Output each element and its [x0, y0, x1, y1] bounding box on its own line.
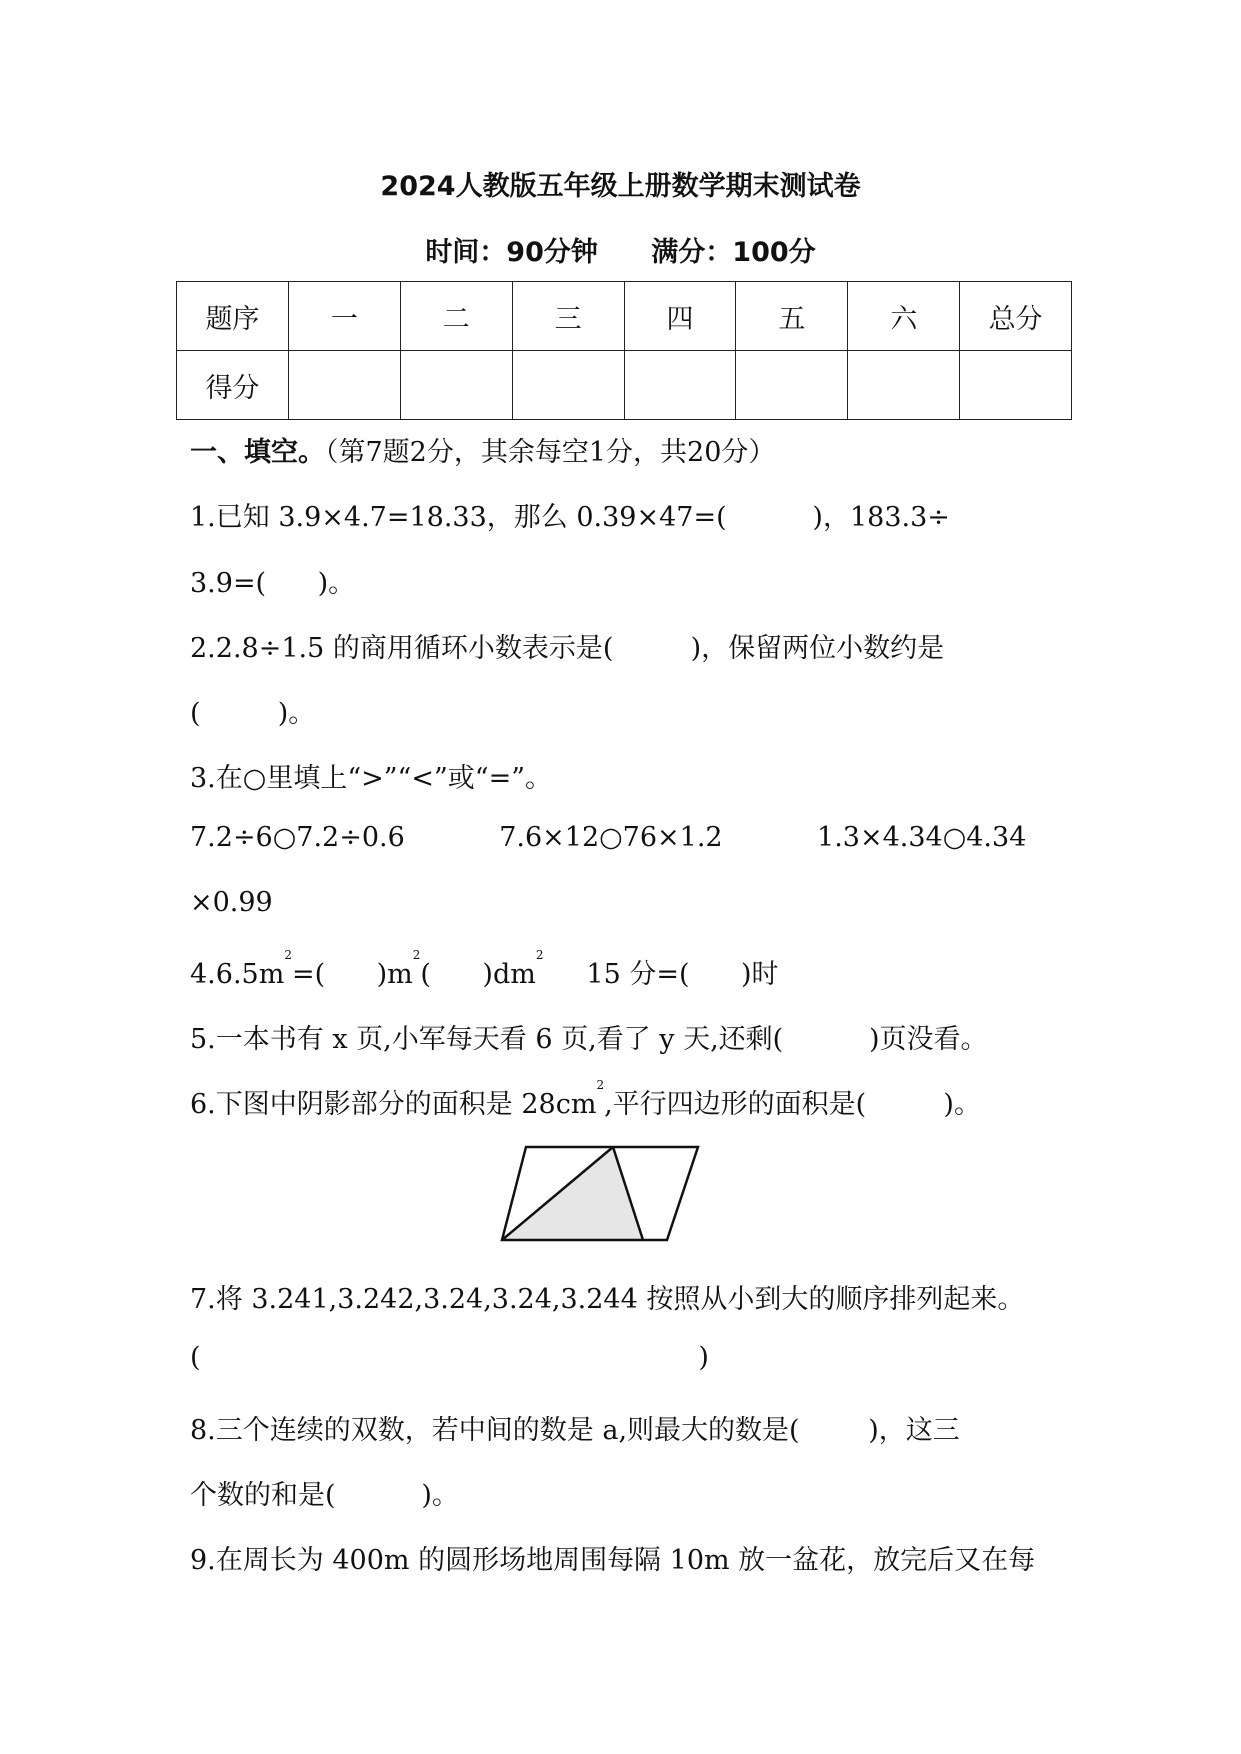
- superscript: 2: [284, 948, 292, 962]
- question-4-line: [190, 948, 779, 991]
- question-7-line-1: 7.将 3.241,3.242,3.24,3.24,3.244 按照从小到大的顺序排列起来。: [190, 1284, 1025, 1315]
- question-5-line: 5.一本书有 x 页,小军每天看 6 页,看了 y 天,还剩( )页没看。: [190, 1024, 988, 1055]
- header-cell: 五: [736, 282, 848, 351]
- question-3-items-line-2: ×0.99: [190, 887, 273, 918]
- parallelogram-figure: [500, 1143, 700, 1251]
- section-heading: [190, 430, 775, 469]
- q4-text-3: ( )dm: [420, 959, 536, 990]
- row-label: 得分: [177, 351, 289, 420]
- superscript: 2: [535, 948, 544, 962]
- score-table-score-row: [177, 351, 1072, 420]
- question-2-line-1: 2.2.8÷1.5 的商用循环小数表示是( )，保留两位小数约是: [190, 633, 945, 664]
- q4-text-1: 4.6.5m: [190, 959, 285, 990]
- question-7-line-2: ( ): [190, 1342, 709, 1373]
- question-6-line: [190, 1078, 981, 1121]
- q4-text-4: 15 分=( )时: [543, 959, 779, 990]
- superscript: 2: [412, 948, 421, 962]
- header-cell: 一: [288, 282, 400, 351]
- question-8-line-2: 个数的和是( )。: [190, 1480, 459, 1511]
- score-cell[interactable]: [848, 351, 960, 420]
- header-cell: 六: [848, 282, 960, 351]
- score-cell[interactable]: [736, 351, 848, 420]
- question-2-line-2: ( )。: [190, 698, 316, 729]
- section-note: （第7题2分，其余每空1分，共20分）: [325, 437, 776, 468]
- score-cell[interactable]: [400, 351, 512, 420]
- q6-text-2: ,平行四边形的面积是( )。: [604, 1089, 981, 1120]
- q4-text-2: =( )m: [291, 959, 413, 990]
- exam-full-score: 满分：100分: [651, 237, 816, 268]
- question-9-line-1: 9.在周长为 400m 的圆形场地周围每隔 10m 放一盆花，放完后又在每: [190, 1545, 1036, 1576]
- score-cell[interactable]: [960, 351, 1072, 420]
- superscript: 2: [596, 1078, 605, 1092]
- question-1-line-2: 3.9=( )。: [190, 568, 356, 599]
- score-cell[interactable]: [624, 351, 736, 420]
- question-1-line-1: 1.已知 3.9×4.7=18.33，那么 0.39×47=( )，183.3÷: [190, 502, 950, 533]
- q6-text-1: 6.下图中阴影部分的面积是 28cm: [190, 1089, 597, 1120]
- question-3-items-line-1: 7.2÷6○7.2÷0.6 7.6×12○76×1.2 1.3×4.34○4.34: [190, 822, 1027, 853]
- question-3-line: 3.在○里填上“>”“<”或“=”。: [190, 763, 553, 794]
- header-cell: 题序: [177, 282, 289, 351]
- exam-info: [0, 230, 1241, 269]
- section-title: 一、填空。: [190, 437, 325, 468]
- exam-time: 时间：90分钟: [425, 237, 598, 268]
- score-cell[interactable]: [288, 351, 400, 420]
- question-8-line-1: 8.三个连续的双数，若中间的数是 a,则最大的数是( )，这三: [190, 1415, 960, 1446]
- header-cell: 四: [624, 282, 736, 351]
- score-table-header-row: [177, 282, 1072, 351]
- score-table: [176, 281, 1072, 420]
- header-cell: 三: [512, 282, 624, 351]
- page-title: 2024人教版五年级上册数学期末测试卷: [380, 171, 861, 202]
- score-cell[interactable]: [512, 351, 624, 420]
- header-cell: 二: [400, 282, 512, 351]
- header-cell: 总分: [960, 282, 1072, 351]
